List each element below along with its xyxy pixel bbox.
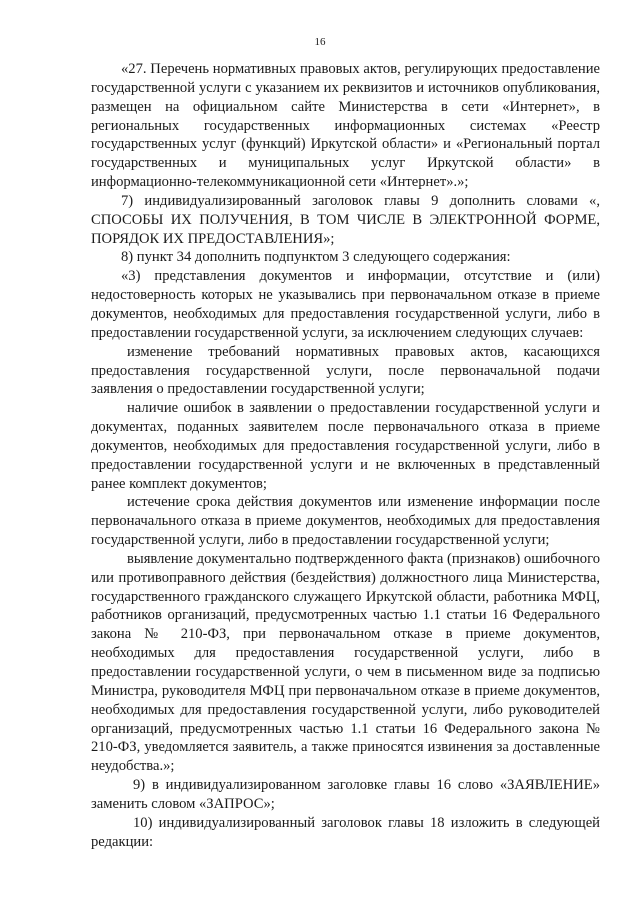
paragraph-case-wrongful-action: выявление документально подтвержденного факта (признаков) ошибочного или противоправного действия (бездействия) должностного лица Министерства, государственного гражданского служащего Иркутской области, работника МФЦ, работников организаций, предусмотренных частью 1.1 статьи 16 Федерального закона № 210-ФЗ, при первоначальном отказе в приеме документов, необходимых для предоставления государственной услуги, либо в предоставлении государственной услуги, о чем в письменном виде за подписью Министра, руководителя МФЦ при первоначальном отказе в приеме документов, необходимых для предоставления государственной услуги, либо руководителей организаций, предусмотренных частью 1.1 статьи 16 Федерального закона № 210-ФЗ, уведомляется заявитель, а также приносятся извинения за доставленные неудобства.»; (91, 550, 600, 775)
paragraph-amendment-8: 8) пункт 34 дополнить подпунктом 3 следующего содержания: (121, 249, 511, 266)
paragraph-amendment-9: 9) в индивидуализированном заголовке главы 16 слово «ЗАЯВЛЕНИЕ» заменить словом «ЗАПРОС»; (91, 777, 600, 812)
paragraph-item-27: «27. Перечень нормативных правовых актов, регулирующих предоставление государственной услуги с указанием их реквизитов и источников опубликования, размещен на официальном сайте Министерства в сети «Интернет», в региональных государственных информационных системах «Реестр государственных услуг (функций) Иркутской области» и «Региональный портал государственных и муниципальных услуг Иркутской области» в информационно-телекоммуникационной сети «Интернет».»; (91, 61, 600, 191)
paragraph-case-regulation-change: изменение требований нормативных правовых актов, касающихся предоставления государственной услуги, после первоначальной подачи заявления о предоставлении государственной услуги; (91, 343, 600, 398)
paragraph-amendment-10: 10) индивидуализированный заголовок главы 18 изложить в следующей редакции: (91, 814, 600, 850)
paragraph-case-errors: наличие ошибок в заявлении о предоставлении государственной услуги и документах, поданных заявителем после первоначального отказа в приеме документов, необходимых для предоставления государственной услуги, либо в предоставлении государственной услуги и не включенных в представленный ранее комплект документов; (91, 400, 600, 492)
page-number: 16 (314, 36, 326, 48)
paragraph-case-expiry: истечение срока действия документов или изменение информации после первоначального отказа в приеме документов, необходимых для предоставления государственной услуги, либо в предоставлении государственной услуги; (91, 494, 600, 549)
document-body (91, 60, 600, 851)
paragraph-subitem-3: «3) представления документов и информации, отсутствие и (или) недостоверность которых не указывались при первоначальном отказе в приеме документов, необходимых для предоставления государственной услуги, либо в предоставлении государственной услуги, за исключением следующих случаев: (91, 268, 600, 341)
paragraph-amendment-7: 7) индивидуализированный заголовок главы 9 дополнить словами «, СПОСОБЫ ИХ ПОЛУЧЕНИЯ, В ТОМ ЧИСЛЕ В ЭЛЕКТРОННОЙ ФОРМЕ, ПОРЯДОК ИХ ПРЕДОСТАВЛЕНИЯ»; (91, 192, 600, 247)
